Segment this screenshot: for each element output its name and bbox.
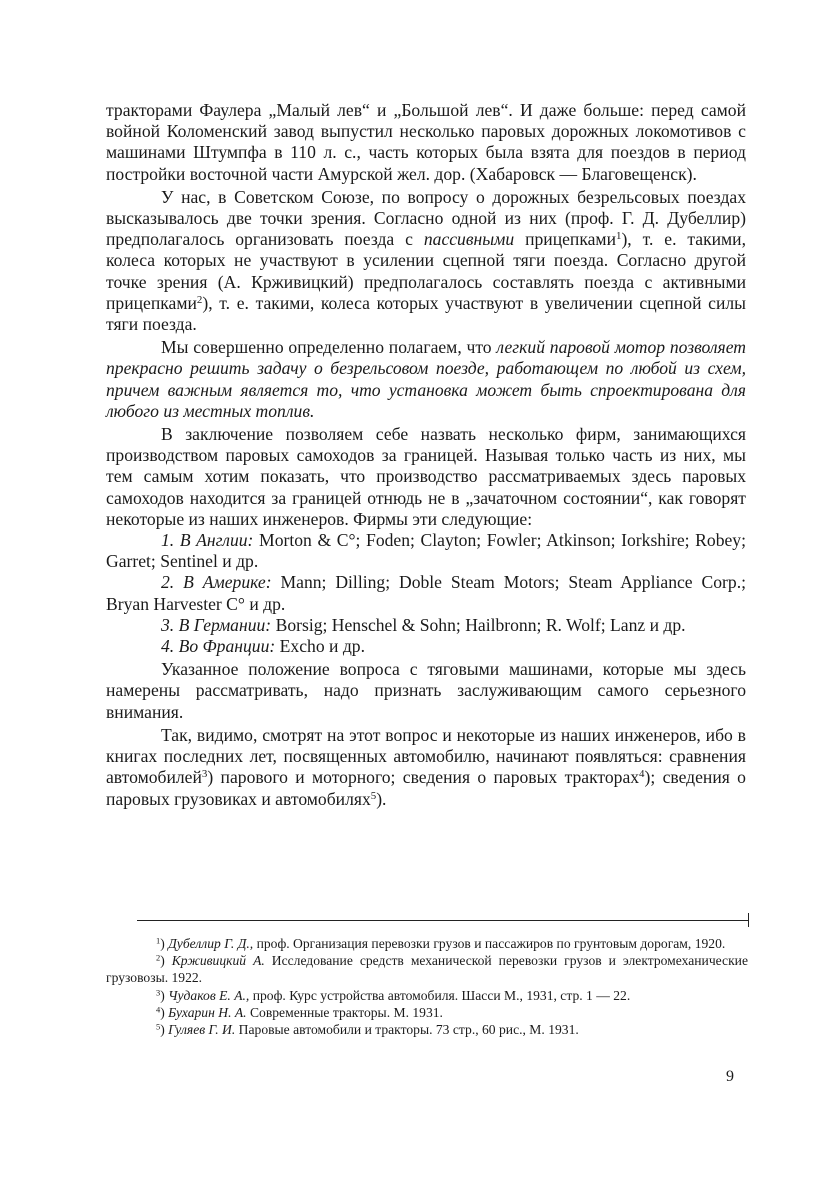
paragraph-1: тракторами Фаулера „Малый лев“ и „Большой лев“. И даже больше: перед самой войной Коломенский завод выпустил несколько паровых дорожных локомотивов с машинами Штумпфа в 110 л. с., часть которых была взята для поездов в период постройки восточной части Амурской жел. дор. (Хабаровск — Благовещенск). bbox=[106, 100, 746, 184]
list-item: 2. В Америке: Mann; Dilling; Doble Steam Motors; Steam Appliance Corp.; Bryan Harvester C° и др. bbox=[106, 572, 746, 614]
footnotes bbox=[106, 935, 748, 1038]
paragraph-5: Указанное положение вопроса с тяговыми машинами, которые мы здесь намерены рассматривать, надо признать заслуживающим самого серьезного внимания. bbox=[106, 659, 746, 722]
footnote-divider-tick bbox=[748, 913, 749, 927]
paragraph-6: Так, видимо, смотрят на этот вопрос и некоторые из наших инженеров, ибо в книгах последних лет, посвященных автомобилю, начинают появляться: сравнения автомобилей$^3$) парового и моторного; сведения о паровых тракторах$^4$); сведения о паровых грузовиках и автомобилях$^5$). bbox=[106, 724, 746, 809]
paragraph-4: В заключение позволяем себе назвать несколько фирм, занимающихся производством паровых самоходов за границей. Называя только часть из них, мы тем самым хотим показать, что производство рассматриваемых здесь паровых самоходов находится за границей отнюдь не в „зачаточном состоянии“, как говорят некоторые из наших инженеров. Фирмы эти следующие: bbox=[106, 424, 746, 529]
footnote: $^4$) Бухарин Н. А. Современные тракторы. М. 1931. bbox=[156, 1004, 443, 1020]
paragraph-3: Мы совершенно определенно полагаем, что легкий паровой мотор позволяет прекрасно решить задачу о безрельсовом поезде, работающем по любой из схем, причем важным является то, что установка может быть спроектирована для любого из местных топлив. bbox=[106, 337, 746, 421]
footnote: $^5$) Гуляев Г. И. Паровые автомобили и тракторы. 73 стр., 60 рис., М. 1931. bbox=[156, 1021, 579, 1038]
list-item: 3. В Германии: Borsig; Henschel & Sohn; Hailbronn; R. Wolf; Lanz и др. bbox=[161, 614, 686, 635]
list-item: 4. Во Франции: Excho и др. bbox=[161, 636, 365, 657]
footnote: $^2$) Крживицкий А. Исследование средств механической перевозки грузов и электромеханические грузовозы. 1922. bbox=[106, 952, 748, 986]
footnote-divider bbox=[137, 920, 749, 921]
list-item: 1. В Англии: Morton & C°; Foden; Clayton; Fowler; Atkinson; Iorkshire; Robey; Garret; Sentinel и др. bbox=[106, 530, 746, 572]
paragraph-2: У нас, в Советском Союзе, по вопросу о дорожных безрельсовых поездах высказывалось две точки зрения. Согласно одной из них (проф. Г. Д. Дубеллир) предполагалось организовать поезда с пассивными прицепками$^1$), т. е. такими, колеса которых не участвуют в усилении сцепной тяги поезда. Согласно другой точке зрения (А. Крживицкий) предполагалось составлять поезда с активными прицепками$^2$), т. е. такими, колеса которых участвуют в увеличении сцепной силы тяги поезда. bbox=[106, 186, 746, 335]
main-text bbox=[106, 100, 746, 810]
footnote: $^1$) Дубеллир Г. Д., проф. Организация перевозки грузов и пассажиров по грунтовым дорогам, 1920. bbox=[156, 935, 726, 951]
footnote: $^3$) Чудаков Е. А., проф. Курс устройства автомобиля. Шасси М., 1931, стр. 1 — 22. bbox=[156, 986, 631, 1003]
page-number: 9 bbox=[726, 1068, 734, 1085]
